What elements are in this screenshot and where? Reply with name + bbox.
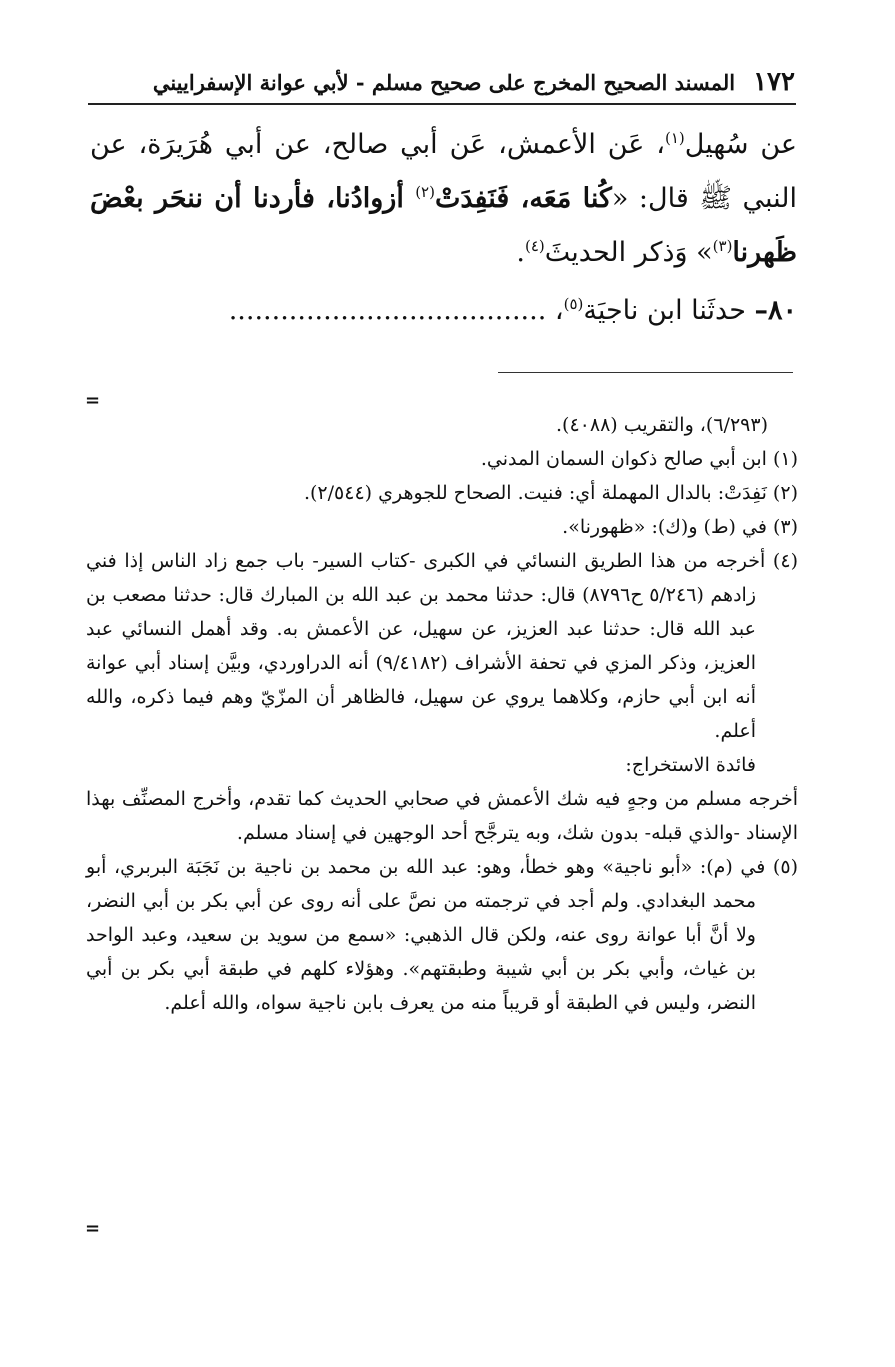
footnote-continuation: (٦/٢٩٣)، والتقريب (٤٠٨٨). <box>556 414 768 436</box>
main-text-span: عن سُهيل <box>684 129 797 160</box>
hadith-quote: أزوادُنا، فأردنا أن ننحَر بعْضَ ظَهرنا <box>90 183 797 268</box>
main-text-span: ، <box>546 295 564 326</box>
main-line <box>90 118 797 280</box>
footnote-4-tail: أخرجه مسلم من وجهٍ فيه شك الأعمش في صحابي الحديث كما تقدم، وأخرج المصنِّف بهذا الإسناد -والذي قبله- بدون شك، وبه يترجَّح أحد الوجهين في إسناد مسلم. <box>86 788 798 844</box>
hadith-entry <box>90 284 797 338</box>
page-header <box>90 60 795 104</box>
ellipsis-dots: ..................................... <box>228 295 547 326</box>
main-text-span: قال: « <box>611 183 689 214</box>
footnote-ref: (١) <box>665 129 685 147</box>
footnote-2: (٢) نَفِدَتْ: بالدال المهملة أي: فنيت. الصحاح للجوهري (٢/٥٤٤). <box>303 482 798 504</box>
footnote-5: (٥) في (م): «أبو ناجية» وهو خطأ، وهو: عبد الله بن محمد بن ناجية بن نَجَبَة البربري، أبو محمد البغدادي. ولم أجد في ترجمته من نصَّ على أنه روى عن أبي بكر بن أبي النضر، ولا أنَّ أبا عوانة روى عنه، ولكن قال الذهبي: «سمع من سويد بن سعيد، وعبد الواحد بن غياث، وأبي بكر بن أبي شيبة وطبقتهم». وهؤلاء كلهم في طبقة أبي بكر بن أبي النضر، وليس في الطبقة أو قريباً منه من يعرف بابن ناجية سواه، والله أعلم. <box>86 856 798 1014</box>
footnote-1: (١) ابن أبي صالح ذكوان السمان المدني. <box>480 448 798 470</box>
header-rule <box>88 103 796 105</box>
running-title: المسند الصحيح المخرج على صحيح مسلم - لأبي عوانة الإسفراييني <box>152 69 736 95</box>
main-text-span: » <box>696 237 713 268</box>
main-text-span: وَذكر الحديثَ <box>544 237 688 268</box>
footnote-ref: (٢) <box>415 183 435 201</box>
hadith-text: حدثَنا ابن ناجيَة <box>583 295 755 326</box>
page-number: ١٧٢ <box>753 67 795 97</box>
main-text-span: . <box>516 237 525 268</box>
continuation-mark: = <box>85 390 101 411</box>
footnote-4-heading: فائدة الاستخراج: <box>625 754 756 776</box>
footnote-separator <box>498 372 793 373</box>
main-text-span: ، عَن الأعمش، عَن أبي صالح، عن أبي هُرَيرَة، عن النبي ﷺ <box>90 129 797 214</box>
footnotes <box>86 408 798 1020</box>
footnote-4: (٤) أخرجه من هذا الطريق النسائي في الكبرى -كتاب السير- باب جمع زاد الناس إذا فني زادهم (٥/٢٤٦ ح٨٧٩٦) قال: حدثنا محمد بن عبد الله بن المبارك قال: حدثنا مصعب بن عبد الله قال: حدثنا عبد العزيز، عن سهيل، عن الأعمش به. وقد أهمل النسائي عبد العزيز، وذكر المزي في تحفة الأشراف (٩/٤١٨٢) أنه الدراوردي، وبيَّن إسناد أبي عوانة أنه ابن أبي حازم، وكلاهما يروي عن سهيل، فالظاهر أن المزّيّ وهم فيما ذكره، والله أعلم. <box>86 550 798 742</box>
main-text <box>90 118 797 338</box>
footnote-ref: (٤) <box>524 237 545 255</box>
hadith-quote: كُنا مَعَه، فَنَفِدَتْ <box>434 183 612 214</box>
continuation-mark: = <box>85 1218 101 1239</box>
footnote-3: (٣) في (ط) و(ك): «ظهورنا». <box>562 516 798 538</box>
footnote-ref: (٥) <box>563 295 584 313</box>
hadith-number: ٨٠– <box>754 295 797 326</box>
footnote-ref: (٣) <box>712 237 733 255</box>
